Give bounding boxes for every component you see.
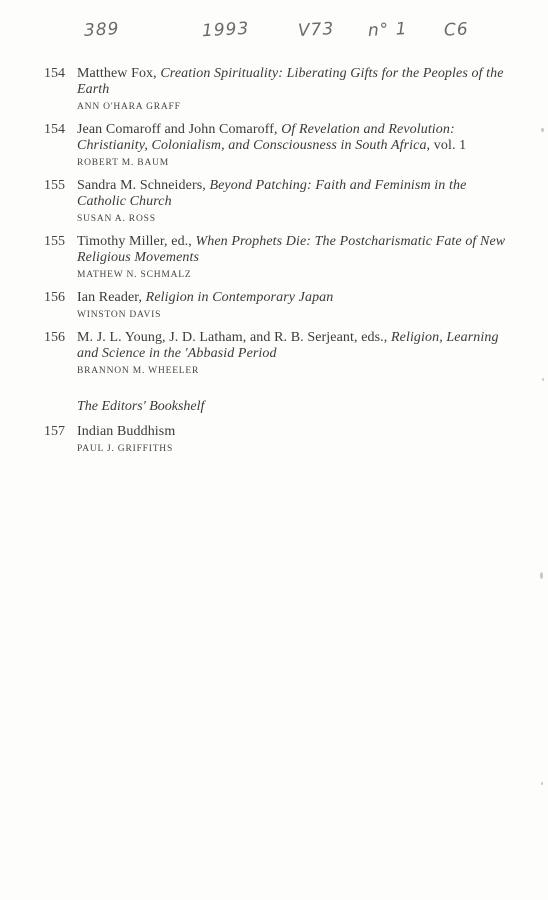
title-suffix: vol. 1 [430, 138, 467, 153]
page-number: 156 [44, 330, 65, 345]
scan-speck [541, 128, 544, 132]
list-item [0, 122, 548, 169]
book-title: Beyond Patching: Faith and Feminism in the Catholic Church [77, 178, 467, 209]
entry-body [77, 178, 507, 225]
author-names: M. J. L. Young, J. D. Latham, and R. B. Serjeant, eds., [77, 330, 391, 345]
citation [77, 424, 507, 440]
book-title: Of Revelation and Revolution: Christianity, Colonialism, and Consciousness in South Africa, [77, 122, 455, 153]
list-item [0, 424, 548, 455]
reviewer-name: MATHEW N. SCHMALZ [77, 270, 192, 280]
author-names: Sandra M. Schneiders, [77, 178, 210, 193]
book-title: When Prophets Die: The Postcharismatic Fate of New Religious Movements [77, 234, 506, 265]
handwritten-note: 1993 [201, 18, 250, 42]
list-item [0, 66, 548, 113]
reviewer-name: PAUL J. GRIFFITHS [77, 444, 174, 454]
contents-list [0, 66, 548, 464]
page-number: 154 [44, 122, 65, 137]
author-names: Indian Buddhism [77, 424, 176, 439]
page-number: 157 [44, 424, 65, 439]
citation [77, 122, 507, 154]
handwritten-note: V73 [297, 19, 335, 41]
citation [77, 178, 507, 210]
author-names: Matthew Fox, [77, 66, 161, 81]
reviewer-name: ANN O'HARA GRAFF [77, 102, 181, 112]
handwritten-annotations [0, 20, 548, 60]
page-number: 155 [44, 178, 65, 193]
author-names: Ian Reader, [77, 290, 146, 305]
book-title: Religion, Learning and Science in the 'Abbasid Period [77, 330, 499, 361]
reviewer-name: BRANNON M. WHEELER [77, 366, 200, 376]
page-number: 155 [44, 234, 65, 249]
citation [77, 290, 507, 306]
entry-body [77, 330, 507, 377]
book-title: Religion in Contemporary Japan [145, 290, 334, 305]
entry-body [77, 290, 507, 321]
citation [77, 234, 507, 266]
entry-body [77, 122, 507, 169]
entry-body [77, 66, 507, 113]
entry-body [77, 424, 507, 455]
page-number: 156 [44, 290, 65, 305]
handwritten-note: C6 [443, 19, 470, 41]
handwritten-note: 389 [83, 19, 120, 41]
list-item [0, 234, 548, 281]
reviewer-name: WINSTON DAVIS [77, 310, 162, 320]
citation [77, 66, 507, 98]
page-number: 154 [44, 66, 65, 81]
section-heading: The Editors' Bookshelf [77, 399, 205, 414]
scan-speck [542, 378, 544, 381]
list-item [0, 330, 548, 377]
reviewer-name: ROBERT M. BAUM [77, 158, 170, 168]
citation [77, 330, 507, 362]
entry-body [77, 234, 507, 281]
book-title: Creation Spirituality: Liberating Gifts for the Peoples of the Earth [77, 66, 504, 97]
author-names: Timothy Miller, ed., [77, 234, 196, 249]
scan-speck [541, 782, 543, 785]
author-names: Jean Comaroff and John Comaroff, [77, 122, 282, 137]
list-item [0, 178, 548, 225]
scan-speck [540, 572, 543, 579]
handwritten-note: n° 1 [367, 18, 408, 42]
reviewer-name: SUSAN A. ROSS [77, 214, 156, 224]
list-item [0, 290, 548, 321]
